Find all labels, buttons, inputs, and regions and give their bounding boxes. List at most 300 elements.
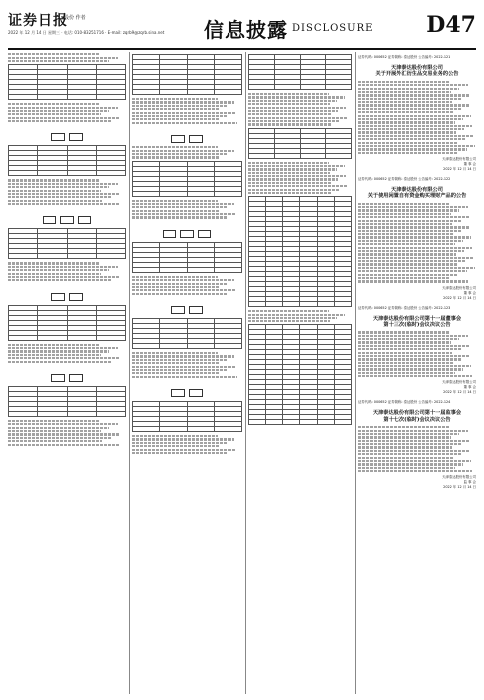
text-line <box>358 115 471 117</box>
masthead <box>8 4 476 50</box>
text-line <box>358 101 452 103</box>
table-cell <box>160 267 187 272</box>
text-line <box>358 270 467 272</box>
table-cell <box>67 335 96 340</box>
table-cell <box>9 171 38 176</box>
text-line <box>132 362 219 364</box>
table-cell <box>96 171 125 176</box>
text-line <box>132 101 234 103</box>
announcement-codes: 证券代码: 000652 证券简称: 泰达股份 公告编号: 2022-124 <box>358 400 451 405</box>
text-line <box>358 433 459 435</box>
flow-box <box>171 306 185 314</box>
text-line <box>358 463 463 465</box>
text-line <box>358 145 475 147</box>
data-table <box>132 54 242 95</box>
announcement-title: 天津泰达股份有限公司第十一届董事会 第十三次(临时)会议决议公告 <box>372 315 462 328</box>
table-cell <box>9 95 38 100</box>
text-line <box>358 358 462 360</box>
table-row <box>133 427 242 432</box>
text-line <box>358 91 451 93</box>
text-line <box>132 213 235 215</box>
text-line <box>8 57 118 59</box>
text-line <box>358 118 463 120</box>
text-line <box>8 110 109 112</box>
text-line <box>358 280 468 282</box>
text-line <box>248 110 338 112</box>
table-cell <box>133 191 160 196</box>
data-table <box>8 386 126 417</box>
text-line <box>132 445 219 447</box>
text-line <box>248 178 338 180</box>
text-line <box>8 107 118 109</box>
table-cell <box>274 85 300 90</box>
table-row <box>133 267 242 272</box>
text-line <box>248 192 332 194</box>
text-line <box>132 206 227 208</box>
table-row <box>249 420 352 425</box>
flow-box <box>43 216 57 224</box>
table-cell <box>67 95 96 100</box>
table-cell <box>96 254 125 259</box>
table-row <box>133 344 242 349</box>
newspaper-logo: 证券日报 <box>8 13 68 29</box>
text-line <box>248 103 330 105</box>
text-line <box>8 117 119 119</box>
text-line <box>8 113 101 115</box>
text-line <box>132 283 227 285</box>
text-line <box>248 96 345 98</box>
text-line <box>8 193 119 195</box>
text-line <box>248 168 337 170</box>
flow-box <box>60 216 74 224</box>
table-cell <box>38 411 67 416</box>
table-row <box>133 90 242 95</box>
table-cell <box>160 344 187 349</box>
text-line <box>248 317 337 319</box>
data-table <box>248 196 352 307</box>
text-line <box>358 267 475 269</box>
text-line <box>132 452 228 454</box>
announcement-signature: 天津泰达股份有限公司 董 事 会 2022 年 12 月 14 日 <box>442 156 476 171</box>
table-cell <box>160 427 187 432</box>
flow-diagram <box>8 283 126 303</box>
text-line <box>8 183 118 185</box>
text-line <box>358 467 455 469</box>
text-line <box>358 247 472 249</box>
table-cell <box>214 191 241 196</box>
announcement-signature: 天津泰达股份有限公司 监 事 会 2022 年 12 月 14 日 <box>442 475 476 490</box>
text-line <box>8 269 109 271</box>
text-line <box>132 153 227 155</box>
text-line <box>358 104 470 106</box>
table-cell <box>317 302 334 307</box>
table-cell <box>187 344 214 349</box>
table-cell <box>283 420 300 425</box>
text-line <box>132 372 220 374</box>
text-line <box>132 203 234 205</box>
text-line <box>248 172 330 174</box>
table-cell <box>9 335 38 340</box>
text-line <box>8 60 109 62</box>
text-line <box>358 121 455 123</box>
table-cell <box>266 302 283 307</box>
text-line <box>358 368 463 370</box>
text-line <box>8 273 101 275</box>
table-cell <box>133 344 160 349</box>
text-line <box>358 348 461 350</box>
text-line <box>358 352 452 354</box>
text-line <box>358 250 464 252</box>
text-line <box>248 314 345 316</box>
logo-subtitle: 股份 作者 <box>64 15 86 21</box>
table-row <box>9 411 126 416</box>
text-line <box>358 203 450 205</box>
announcement-codes: 证券代码: 000652 证券简称: 泰达股份 公告编号: 2022-122 <box>358 176 451 181</box>
text-line <box>358 257 474 259</box>
text-line <box>358 345 469 347</box>
text-line <box>358 372 455 374</box>
table-cell <box>266 420 283 425</box>
text-line <box>358 98 461 100</box>
text-line <box>132 435 218 437</box>
table-cell <box>187 427 214 432</box>
text-line <box>132 286 219 288</box>
text-line <box>358 426 450 428</box>
table-cell <box>38 335 67 340</box>
table-cell <box>9 254 38 259</box>
table-cell <box>38 171 67 176</box>
table-cell <box>160 191 187 196</box>
text-line <box>358 375 472 377</box>
text-line <box>358 277 450 279</box>
section-title-en: DISCLOSURE <box>292 23 374 34</box>
text-line <box>248 310 329 312</box>
table-cell <box>9 411 38 416</box>
table-cell <box>214 344 241 349</box>
data-table <box>8 64 126 100</box>
text-line <box>132 115 228 117</box>
announcement-title: 天津泰达股份有限公司第十一届监事会 第十七次(临时)会议决议公告 <box>372 410 462 423</box>
text-line <box>358 274 458 276</box>
text-line <box>358 430 468 432</box>
text-line <box>358 220 461 222</box>
table-cell <box>249 153 275 158</box>
text-line <box>248 189 340 191</box>
flow-box <box>69 374 83 382</box>
text-line <box>8 347 118 349</box>
text-line <box>132 112 235 114</box>
table-cell <box>67 171 96 176</box>
text-line <box>8 344 100 346</box>
announcement-signature: 天津泰达股份有限公司 董 事 会 2022 年 12 月 14 日 <box>442 380 476 395</box>
announcement-signature: 天津泰达股份有限公司 董 事 会 2022 年 12 月 14 日 <box>442 285 476 300</box>
announcement-codes: 证券代码: 000652 证券简称: 泰达股份 公告编号: 2022-121 <box>358 55 451 59</box>
text-line <box>132 366 235 368</box>
table-cell <box>96 335 125 340</box>
data-table <box>8 305 126 341</box>
text-line <box>358 263 457 265</box>
text-line <box>8 433 119 435</box>
table-row <box>249 153 352 158</box>
text-line <box>8 103 100 105</box>
text-line <box>358 88 459 90</box>
table-cell <box>187 90 214 95</box>
text-line <box>248 117 347 119</box>
text-line <box>248 113 331 115</box>
data-table <box>132 242 242 273</box>
table-cell <box>67 254 96 259</box>
text-line <box>358 436 451 438</box>
text-line <box>358 125 472 127</box>
text-line <box>132 105 227 107</box>
table-cell <box>133 267 160 272</box>
table-cell <box>249 420 266 425</box>
text-line <box>132 359 227 361</box>
text-line <box>358 94 469 96</box>
flow-box <box>163 230 177 238</box>
text-line <box>358 362 454 364</box>
text-line <box>248 320 330 322</box>
data-table <box>132 401 242 432</box>
text-line <box>358 331 450 333</box>
text-line <box>358 84 468 86</box>
text-line <box>358 446 452 448</box>
announcement-title: 天津泰达股份有限公司 关于使用闲置自有资金购买理财产品的公告 <box>367 186 467 200</box>
table-cell <box>317 420 334 425</box>
table-row <box>133 191 242 196</box>
flow-box <box>78 216 92 224</box>
text-line <box>8 440 102 442</box>
text-line <box>132 156 219 158</box>
text-line <box>132 279 234 281</box>
text-line <box>358 128 464 130</box>
text-line <box>8 444 120 446</box>
flow-diagram <box>132 379 242 399</box>
text-line <box>8 190 101 192</box>
text-line <box>358 335 468 337</box>
text-line <box>358 131 456 133</box>
section-title: 信息披露 <box>204 18 288 42</box>
text-line <box>358 365 471 367</box>
table-cell <box>283 302 300 307</box>
table-row <box>249 302 352 307</box>
column-4 <box>358 52 476 694</box>
table-cell <box>38 95 67 100</box>
text-line <box>132 118 220 120</box>
data-table <box>8 228 126 259</box>
text-line <box>132 276 218 278</box>
text-line <box>358 341 451 343</box>
text-line <box>132 289 235 291</box>
announcement-codes: 证券代码: 000652 证券简称: 泰达股份 公告编号: 2022-123 <box>358 305 451 310</box>
text-line <box>8 53 100 55</box>
column-3 <box>248 52 352 694</box>
flow-diagram <box>132 125 242 145</box>
text-line <box>358 443 461 445</box>
text-line <box>132 98 218 100</box>
data-table <box>248 324 352 425</box>
table-cell <box>300 302 317 307</box>
table-row <box>9 335 126 340</box>
text-line <box>8 354 101 356</box>
table-cell <box>187 191 214 196</box>
text-line <box>8 200 102 202</box>
text-line <box>8 437 111 439</box>
text-line <box>8 430 101 432</box>
flow-diagram <box>132 296 242 316</box>
text-line <box>358 223 452 225</box>
text-line <box>358 236 471 238</box>
flow-box <box>51 374 65 382</box>
text-line <box>358 260 465 262</box>
column-2 <box>132 52 242 694</box>
text-line <box>8 179 100 181</box>
text-line <box>358 457 454 459</box>
table-row <box>9 95 126 100</box>
text-line <box>358 240 463 242</box>
table-cell <box>300 153 326 158</box>
table-cell <box>133 90 160 95</box>
text-line <box>248 162 329 164</box>
table-row <box>9 171 126 176</box>
text-line <box>358 135 474 137</box>
flow-box <box>171 389 185 397</box>
text-line <box>132 352 218 354</box>
table-cell <box>334 420 351 425</box>
text-line <box>132 122 237 124</box>
text-line <box>132 442 227 444</box>
flow-diagram <box>132 220 242 240</box>
column-rule <box>355 52 356 694</box>
table-cell <box>160 90 187 95</box>
text-line <box>358 338 459 340</box>
table-cell <box>96 411 125 416</box>
text-line <box>248 93 329 95</box>
text-line <box>8 186 109 188</box>
table-cell <box>38 254 67 259</box>
text-line <box>358 81 450 83</box>
text-line <box>132 438 234 440</box>
table-cell <box>274 153 300 158</box>
text-line <box>132 355 234 357</box>
dateline: 2022 年 12 月 14 日 星期三 · 电话: 010-83251716 · E-mail: zqrb9@zqrb.sina.net <box>8 30 165 35</box>
text-line <box>8 357 119 359</box>
flow-box <box>198 230 212 238</box>
text-line <box>248 107 346 109</box>
text-line <box>358 230 462 232</box>
table-cell <box>326 85 352 90</box>
text-line <box>358 152 458 154</box>
table-cell <box>249 302 266 307</box>
flow-box <box>51 133 65 141</box>
column-rule <box>129 52 130 694</box>
flow-diagram <box>8 206 126 226</box>
text-line <box>358 209 459 211</box>
text-line <box>132 200 218 202</box>
table-cell <box>67 411 96 416</box>
flow-box <box>69 133 83 141</box>
flow-box <box>189 306 203 314</box>
text-line <box>248 120 340 122</box>
text-line <box>358 111 454 113</box>
table-cell <box>187 267 214 272</box>
flow-box <box>69 293 83 301</box>
text-line <box>8 120 111 122</box>
text-line <box>8 266 118 268</box>
flow-box <box>189 135 203 143</box>
text-line <box>8 420 100 422</box>
text-line <box>358 213 451 215</box>
table-cell <box>249 85 275 90</box>
text-line <box>358 148 467 150</box>
text-line <box>8 276 119 278</box>
text-line <box>358 108 462 110</box>
text-line <box>358 206 468 208</box>
text-line <box>132 369 228 371</box>
table-cell <box>326 153 352 158</box>
flow-diagram <box>8 364 126 384</box>
table-cell <box>133 427 160 432</box>
text-line <box>248 165 345 167</box>
text-line <box>248 100 337 102</box>
text-line <box>8 203 120 205</box>
text-line <box>8 350 109 352</box>
text-line <box>358 453 462 455</box>
text-line <box>132 449 235 451</box>
text-line <box>132 293 228 295</box>
table-row <box>249 85 352 90</box>
text-line <box>8 279 111 281</box>
text-line <box>358 233 454 235</box>
text-line <box>358 440 469 442</box>
text-line <box>358 142 457 144</box>
table-cell <box>214 90 241 95</box>
flow-box <box>51 293 65 301</box>
column-1 <box>8 52 126 694</box>
data-table <box>132 318 242 349</box>
flow-box <box>171 135 185 143</box>
table-cell <box>300 420 317 425</box>
flow-box <box>180 230 194 238</box>
text-line <box>358 138 465 140</box>
text-line <box>8 196 111 198</box>
text-line <box>248 182 331 184</box>
text-line <box>132 376 237 378</box>
text-line <box>8 361 111 363</box>
announcement-title: 天津泰达股份有限公司 关于开展外汇衍生品交易业务的公告 <box>375 65 459 78</box>
table-cell <box>96 95 125 100</box>
text-line <box>358 253 456 255</box>
text-line <box>358 355 470 357</box>
text-line <box>248 185 347 187</box>
text-line <box>358 216 469 218</box>
data-table <box>248 128 352 159</box>
text-line <box>358 470 472 472</box>
data-table <box>248 54 352 90</box>
text-line <box>358 226 470 228</box>
text-line <box>8 262 100 264</box>
text-line <box>132 108 219 110</box>
text-line <box>8 427 109 429</box>
table-cell <box>334 302 351 307</box>
text-line <box>358 450 470 452</box>
text-line <box>132 216 228 218</box>
data-table <box>132 161 242 197</box>
text-line <box>132 146 218 148</box>
text-line <box>8 423 118 425</box>
text-line <box>358 243 455 245</box>
data-table <box>8 145 126 176</box>
